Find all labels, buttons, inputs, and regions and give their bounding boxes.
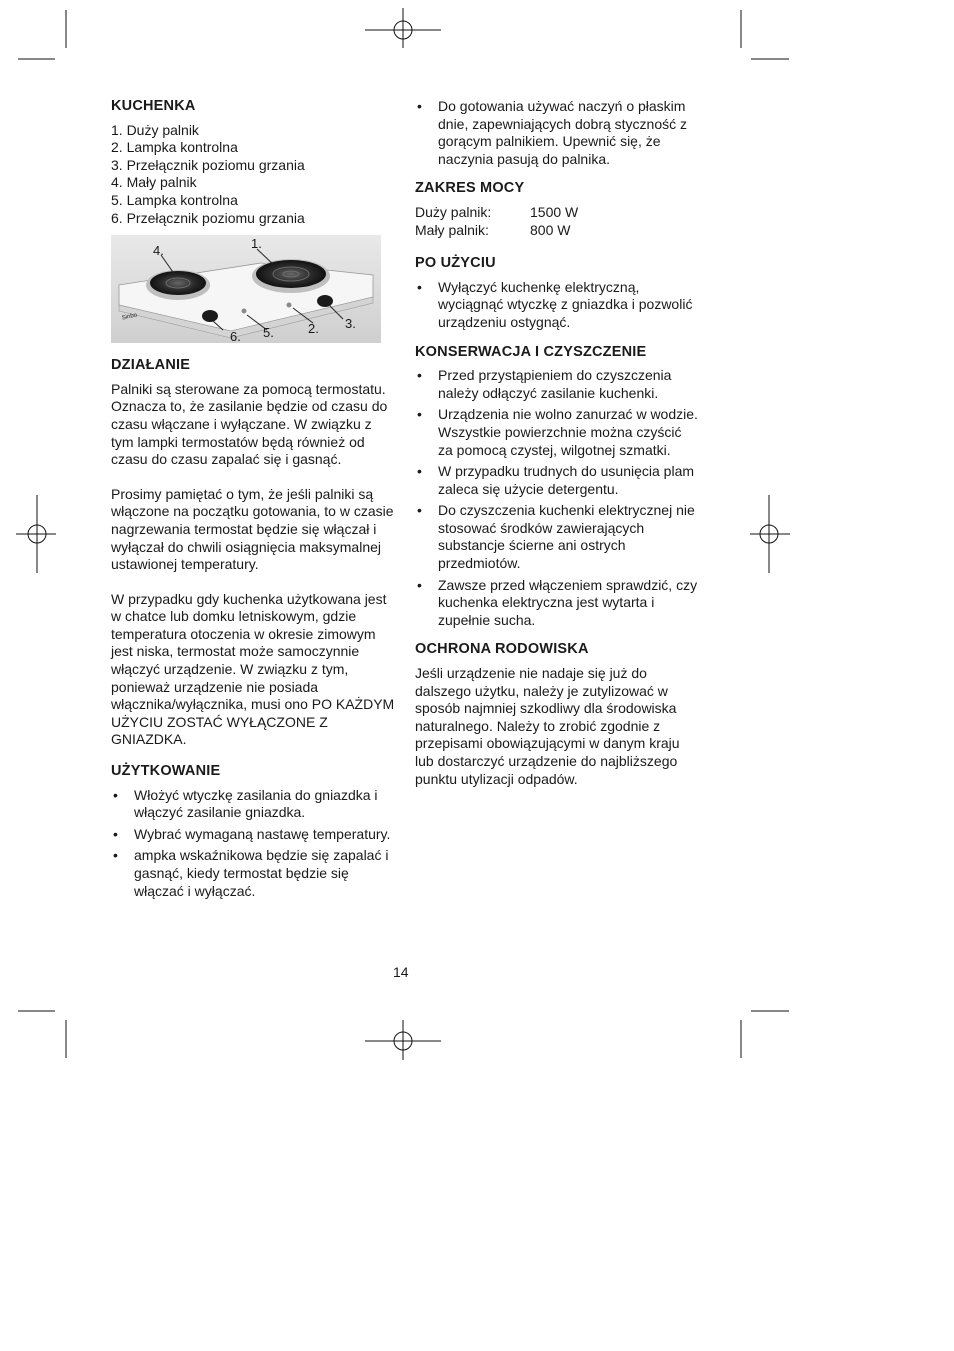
paragraph: Jeśli urządzenie nie nadaje się już do dalszego użytku, należy je zutylizować w sposób najmniej szkodliwy dla środowiska naturalnego. Należy to zrobić zgodnie z przepisami obowiązującymi w danym kraju lub dostarczyć urządzenie do najbliższego punktu utylizacji odpadów. xyxy=(415,665,680,787)
parts-list-item: 1. Duży palnik xyxy=(111,121,199,138)
bullet-list xyxy=(415,98,700,168)
photo-label-3: 3. xyxy=(345,316,356,332)
parts-list-item: 3. Przełącznik poziomu grzania xyxy=(111,156,305,173)
bullet-list xyxy=(111,787,396,901)
power-value: 1500 W xyxy=(530,203,579,220)
heading-kuchenka: KUCHENKA xyxy=(111,98,196,114)
section-zakres-mocy xyxy=(415,180,700,239)
page-number: 14 xyxy=(393,964,409,980)
right-column xyxy=(415,98,700,804)
section-uzytkowanie xyxy=(111,763,396,900)
section-konserwacja xyxy=(415,344,700,630)
bullet-item: • Wyłączyć kuchenkę elektryczną, wyciągnąć wtyczkę z gniazdka i pozwolić urządzeniu ostygnąć. xyxy=(415,279,700,332)
bullet-item: • W przypadku trudnych do usunięcia plam zaleca się użycie detergentu. xyxy=(415,463,700,498)
heading-po-uzyciu: PO UŻYCIU xyxy=(415,255,496,272)
photo-label-1: 1. xyxy=(251,236,262,252)
heading-dzialanie: DZIAŁANIE xyxy=(111,357,191,374)
power-value: 800 W xyxy=(530,221,571,238)
bullet-item: • Zawsze przed włączeniem sprawdzić, czy kuchenka elektryczna jest wytarta i zupełnie sucha. xyxy=(415,577,700,630)
left-column xyxy=(111,98,396,916)
parts-list xyxy=(111,122,396,228)
power-row xyxy=(415,222,700,240)
power-row xyxy=(415,204,700,222)
hotplate-photo xyxy=(111,235,381,343)
paragraph: Palniki są sterowane za pomocą termostatu. Oznacza to, że zasilanie będzie od czasu do czasu włączane i wyłączane. W związku z tym lampki termostatów będą również od czasu do czasu zapalać się i gasnąć. xyxy=(111,380,388,468)
bullet-item: • Urządzenia nie wolno zanurzać w wodzie. Wszystkie powierzchnie można czyścić za pomocą czystej, wilgotnej szmatki. xyxy=(415,406,700,459)
heading-konserwacja: KONSERWACJA I CZYSZCZENIE xyxy=(415,343,647,360)
bullet-item: • Do gotowania używać naczyń o płaskim dnie, zapewniających dobrą styczność z gorącym palnikiem. Upewnić się, że naczynia pasują do palnika. xyxy=(415,98,700,168)
bullet-item: • ampka wskaźnikowa będzie się zapalać i gasnąć, kiedy termostat będzie się włączać i wyłączać. xyxy=(111,847,396,900)
section-po-uzyciu xyxy=(415,255,700,331)
photo-label-2: 2. xyxy=(308,321,319,337)
bullet-item: • Wybrać wymaganą nastawę temperatury. xyxy=(111,826,396,844)
parts-list-item: 5. Lampka kontrolna xyxy=(111,191,238,208)
photo-label-6: 6. xyxy=(230,329,241,345)
bullet-item: • Do czyszczenia kuchenki elektrycznej nie stosować środków zawierających substancje ścierne ani ostrych przedmiotów. xyxy=(415,502,700,572)
photo-label-4: 4. xyxy=(153,243,164,259)
bullet-list xyxy=(415,367,700,629)
parts-list-item: 2. Lampka kontrolna xyxy=(111,139,238,156)
photo-label-brand: Sinbo xyxy=(121,312,138,322)
heading-zakres-mocy: ZAKRES MOCY xyxy=(415,180,525,197)
parts-list-item: 4. Mały palnik xyxy=(111,174,197,191)
bullet-list xyxy=(415,279,700,332)
heading-uzytkowanie: UŻYTKOWANIE xyxy=(111,763,221,780)
parts-list-item: 6. Przełącznik poziomu grzania xyxy=(111,209,305,226)
section-dzialanie xyxy=(111,357,396,749)
heading-ochrona: OCHRONA RODOWISKA xyxy=(415,641,589,658)
section-kuchenka xyxy=(111,98,396,227)
power-label: Mały palnik: xyxy=(415,221,489,238)
section-ochrona xyxy=(415,641,700,788)
paragraph: Prosimy pamiętać o tym, że jeśli palniki są włączone na początku gotowania, to w czasie nagrzewania termostat będzie się włączał i wyłączał do chwili osiągnięcia maksymalnej ustawionej temperatury. xyxy=(111,485,394,573)
bullet-item: • Przed przystąpieniem do czyszczenia należy odłączyć zasilanie kuchenki. xyxy=(415,367,700,402)
bullet-item: • Włożyć wtyczkę zasilania do gniazdka i włączyć zasilanie gniazdka. xyxy=(111,787,396,822)
photo-label-5: 5. xyxy=(263,325,274,341)
section-intro xyxy=(415,98,700,168)
power-label: Duży palnik: xyxy=(415,203,492,220)
paragraph: W przypadku gdy kuchenka użytkowana jest w chatce lub domku letniskowym, gdzie temperatura otoczenia w okresie zimowym jest niska, termostat może samoczynnie włączyć urządzenie. W związku z tym, ponieważ urządzenie nie posiada włącznika/wyłącznika, musi ono PO KAŻDYM UŻYCIU ZOSTAĆ WYŁĄCZONE Z GNIAZDKA. xyxy=(111,590,395,748)
